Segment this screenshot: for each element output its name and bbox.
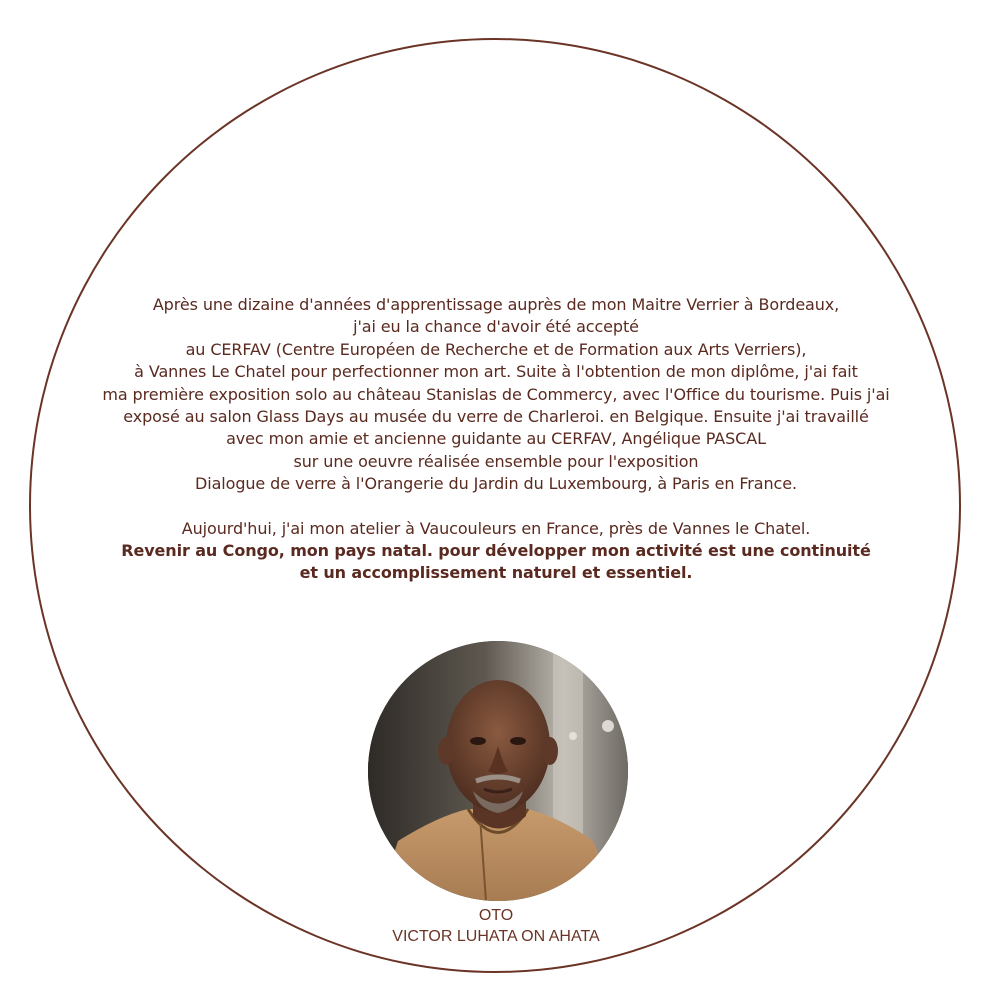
bio-emphasis-line: et un accomplissement naturel et essentiel. — [299, 563, 693, 583]
bio-line-atelier: Aujourd'hui, j'ai mon atelier à Vaucouleurs en France, près de Vannes le Chatel. — [181, 518, 811, 538]
artist-nickname: OTO — [478, 907, 514, 924]
bio-line: Après une dizaine d'années d'apprentissage auprès de mon Maitre Verrier à Bordeaux, — [152, 295, 840, 314]
portrait-illustration — [368, 641, 628, 901]
bio-emphasis-line: Revenir au Congo, mon pays natal. pour développer mon activité est une continuité — [121, 541, 871, 561]
bio-line: avec mon amie et ancienne guidante au CERFAV, Angélique PASCAL — [226, 429, 766, 449]
biography-text — [46, 294, 946, 585]
bio-line: à Vannes Le Chatel pour perfectionner mon art. Suite à l'obtention de mon diplôme, j'ai fait — [134, 362, 858, 382]
bio-line: exposé au salon Glass Days au musée du verre de Charleroi. en Belgique. Ensuite j'ai travaillé — [123, 407, 869, 427]
artist-portrait-photo — [368, 641, 628, 901]
artist-full-name: VICTOR LUHATA ON AHATA — [392, 928, 600, 945]
bio-line: ma première exposition solo au château Stanislas de Commercy, avec l'Office du tourisme. Puis j'ai — [102, 384, 890, 404]
bio-line: au CERFAV (Centre Européen de Recherche et de Formation aux Arts Verriers), — [185, 339, 807, 359]
portrait-caption — [296, 905, 696, 947]
bio-line: j'ai eu la chance d'avoir été accepté — [353, 317, 639, 337]
bio-line: Dialogue de verre à l'Orangerie du Jardin du Luxembourg, à Paris en France. — [195, 474, 797, 494]
bio-line: sur une oeuvre réalisée ensemble pour l'exposition — [293, 451, 699, 471]
